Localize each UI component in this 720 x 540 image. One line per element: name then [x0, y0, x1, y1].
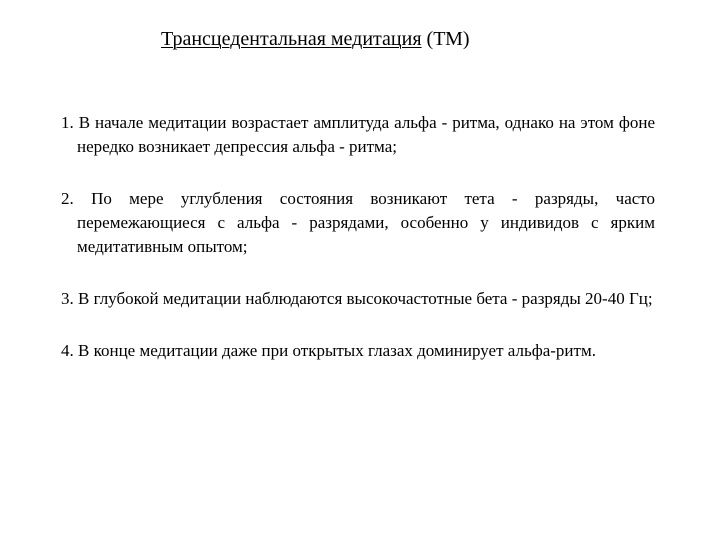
point-1: 1. В начале медитации возрастает амплитуда альфа - ритма, однако на этом фоне нередко возникает депрессия альфа - ритма;: [61, 113, 655, 156]
point-3: 3. В глубокой медитации наблюдаются высокочастотные бета - разряды 20-40 Гц;: [61, 289, 653, 308]
point-2: 2. По мере углубления состояния возникают тета - разряды, часто перемежающиеся с альфа - разрядами, особенно у индивидов с ярким медитативным опытом;: [61, 189, 655, 256]
slide-title-abbreviation: (ТМ): [421, 28, 470, 50]
slide-title: [161, 26, 470, 52]
point-4: 4. В конце медитации даже при открытых глазах доминирует альфа-ритм.: [61, 341, 596, 360]
slide-title-main: Трансцедентальная медитация: [161, 28, 422, 50]
points-list: [61, 111, 655, 363]
